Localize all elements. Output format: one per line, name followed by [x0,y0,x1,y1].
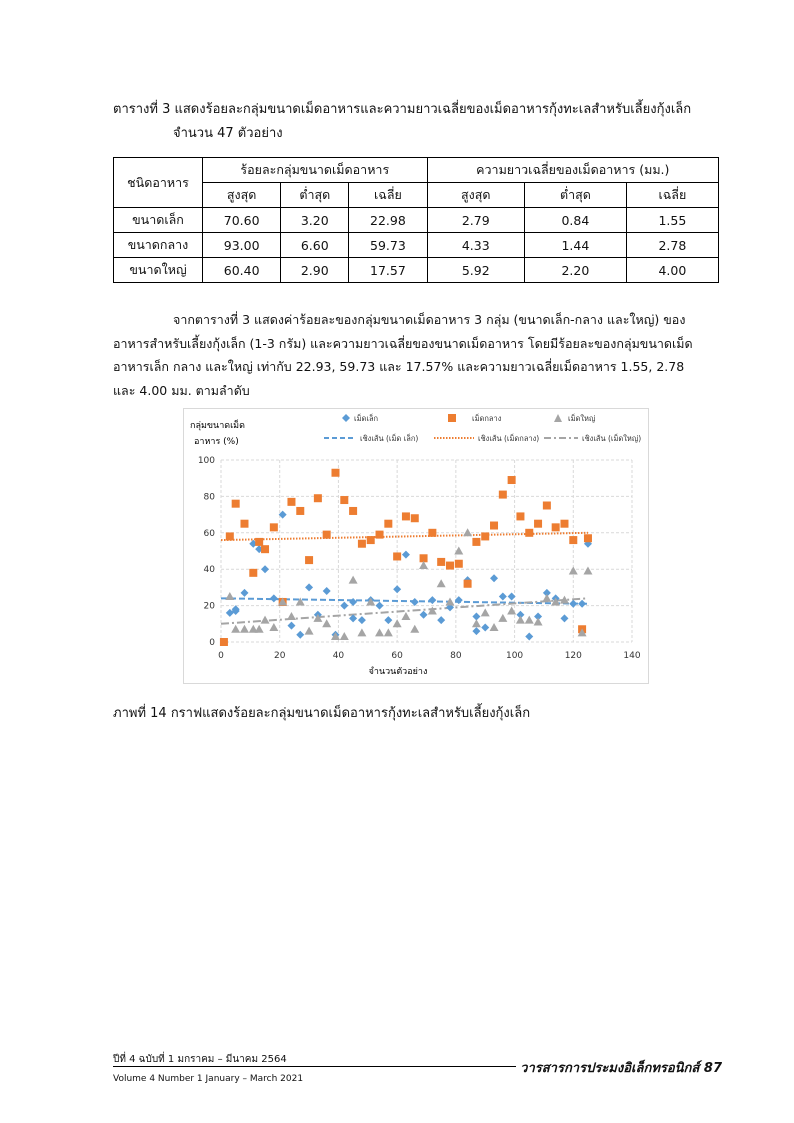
paragraph-line-text: จากตารางที่ 3 แสดงค่าร้อยละของกลุ่มขนาดเม็ดอาหาร 3 กลุ่ม (ขนาดเล็ก-กลาง และใหญ่) ของ [173,312,686,327]
chart-canvas [184,409,648,683]
subheader-mean: เฉลี่ย [626,183,718,208]
data-point-medium [358,540,366,548]
row-label: ขนาดใหญ่ [114,258,203,283]
y-tick-label: 80 [203,492,215,503]
table-cell: 5.92 [427,258,524,283]
table-cell: 17.57 [349,258,427,283]
table-cell: 59.73 [349,233,427,258]
data-point-medium [305,556,313,564]
data-point-medium [516,512,524,520]
data-point-medium [437,558,445,566]
data-point-small [472,627,480,635]
legend-marker-large [554,414,562,422]
subheader-mean: เฉลี่ย [349,183,427,208]
x-tick-label: 0 [218,651,224,661]
legend-label-small: เม็ดเล็ก [354,414,379,423]
data-point-medium [481,532,489,540]
data-point-large [269,623,278,631]
table-row-large [114,258,719,283]
data-point-small [340,602,348,610]
data-point-medium [508,476,516,484]
data-point-large [287,612,296,620]
y-axis-label-2: อาหาร (%) [194,437,239,447]
data-point-medium [446,562,454,570]
data-point-medium [296,507,304,515]
data-point-small [437,616,445,624]
table-cell: 4.00 [626,258,718,283]
data-point-medium [490,522,498,530]
paragraph-line [113,308,719,332]
paragraph-line: อาหารเล็ก กลาง และใหญ่ เท่ากับ 22.93, 59.73 และ 17.57% และความยาวเฉลี่ยเม็ดอาหาร 1.55, 2.78 [113,359,685,374]
table-cell: 2.20 [524,258,626,283]
table-row-medium [114,233,719,258]
data-point-small [578,600,586,608]
data-point-large [437,579,446,587]
data-point-medium [323,531,331,539]
x-tick-label: 60 [391,651,403,661]
data-point-large [349,576,358,584]
legend-trend-large: เชิงเส้น (เม็ดใหญ่) [582,434,642,443]
data-point-large [472,619,481,627]
chart-legend [324,413,641,443]
x-tick-label: 100 [505,651,524,661]
data-point-large [393,619,402,627]
data-point-large [525,616,534,624]
data-point-small [358,616,366,624]
data-point-medium [428,529,436,537]
table-subheader-row [114,183,719,208]
data-point-small [402,551,410,559]
data-point-large [305,627,314,635]
legend-marker-medium [448,414,456,422]
data-point-large [384,628,393,636]
data-point-small [305,583,313,591]
figure-caption: ภาพที่ 14 กราฟแสดงร้อยละกลุ่มขนาดเม็ดอาหารกุ้งทะเลสำหรับเลี้ยงกุ้งเล็ก [113,706,531,721]
x-tick-label: 120 [564,651,582,661]
table-cell: 4.33 [427,233,524,258]
data-point-small [411,598,419,606]
legend-label-large: เม็ดใหญ่ [568,414,596,423]
data-point-medium [249,569,257,577]
data-point-medium [411,514,419,522]
data-point-medium [314,494,322,502]
footer-issue-thai: ปีที่ 4 ฉบับที่ 1 มกราคม – มีนาคม 2564 [113,1054,287,1065]
data-point-large [490,623,499,631]
data-point-small [499,593,507,601]
data-point-medium [569,536,577,544]
x-tick-label: 80 [450,651,462,661]
table-cell: 2.79 [427,208,524,233]
data-point-large [542,594,551,602]
header-percent-group: ร้อยละกลุ่มขนาดเม็ดอาหาร [203,158,428,183]
data-point-small [393,585,401,593]
data-point-medium [560,520,568,528]
y-tick-label: 40 [203,565,215,576]
data-point-medium [402,512,410,520]
scatter-chart [183,408,649,684]
data-point-medium [270,523,278,531]
table-cell: 1.44 [524,233,626,258]
footer-issue-english: Volume 4 Number 1 January – March 2021 [113,1074,304,1084]
subheader-max: สูงสุด [203,183,281,208]
table-cell: 6.60 [281,233,349,258]
data-point-medium [367,536,375,544]
data-point-medium [331,469,339,477]
table-cell: 93.00 [203,233,281,258]
data-point-medium [287,498,295,506]
table-cell: 70.60 [203,208,281,233]
table-cell: 2.78 [626,233,718,258]
data-point-medium [255,538,263,546]
data-point-large [428,607,437,615]
data-point-small [323,587,331,595]
data-point-large [322,619,331,627]
data-point-medium [393,552,401,560]
data-point-small [261,565,269,573]
data-point-medium [240,520,248,528]
data-point-small [287,622,295,630]
paragraph-line: และ 4.00 มม. ตามลำดับ [113,382,250,398]
data-point-large [357,628,366,636]
data-point-large [340,632,349,640]
data-point-large [231,625,240,633]
data-point-small [490,574,498,582]
header-length-group: ความยาวเฉลี่ยของเม็ดอาหาร (มม.) [427,158,718,183]
data-point-large [225,592,234,600]
legend-trend-small: เชิงเส้น (เม็ด เล็ก) [360,434,419,443]
data-point-large [261,616,270,624]
body-paragraph [113,308,719,402]
legend-label-medium: เม็ดกลาง [472,414,502,423]
data-point-small [481,623,489,631]
data-point-medium [534,520,542,528]
data-point-medium [543,502,551,510]
table-caption-sample-count: จำนวน 47 ตัวอย่าง [173,126,283,141]
footer-journal [516,1057,722,1078]
data-point-large [463,528,472,536]
data-point-medium [349,507,357,515]
data-point-small [296,631,304,639]
data-point-large [240,625,249,633]
table-cell: 22.98 [349,208,427,233]
data-point-small [376,602,384,610]
data-point-large [410,625,419,633]
table-cell: 60.40 [203,258,281,283]
data-point-small [384,616,392,624]
subheader-max: สูงสุด [427,183,524,208]
table-header-row [114,158,719,183]
data-point-large [534,617,543,625]
y-tick-label: 20 [203,601,215,612]
data-point-small [508,593,516,601]
data-point-large [498,614,507,622]
data-point-large [255,625,264,633]
table-cell: 3.20 [281,208,349,233]
table-caption: ตารางที่ 3 แสดงร้อยละกลุ่มขนาดเม็ดอาหารและความยาวเฉลี่ยของเม็ดอาหารกุ้งทะเลสำหรับเลี้ยงกุ้งเล็ก [113,102,692,117]
row-label: ขนาดกลาง [114,233,203,258]
x-tick-label: 140 [623,651,641,661]
legend-trend-medium: เชิงเส้น (เม็ดกลาง) [478,434,540,443]
table-cell: 2.90 [281,258,349,283]
x-tick-label: 20 [273,651,286,661]
x-axis-label: จำนวนตัวอย่าง [368,667,428,677]
data-point-medium [261,545,269,553]
data-point-small [270,594,278,602]
data-point-medium [584,534,592,542]
data-point-medium [226,532,234,540]
data-point-large [583,567,592,575]
data-point-medium [455,560,463,568]
feed-size-table [113,157,719,283]
legend-marker-small [342,414,350,422]
data-point-medium [525,529,533,537]
data-point-large [569,567,578,575]
x-tick-label: 40 [332,651,345,661]
data-point-small [525,633,533,641]
data-point-small [569,600,577,608]
data-point-medium [472,538,480,546]
y-tick-label: 100 [197,456,215,466]
data-point-medium [220,638,228,646]
data-point-large [401,612,410,620]
table-row-small [114,208,719,233]
data-point-medium [340,496,348,504]
data-point-small [560,614,568,622]
data-point-small [428,596,436,604]
data-point-medium [376,531,384,539]
row-header-feed-type: ชนิดอาหาร [114,158,203,208]
data-point-small [349,598,357,606]
data-point-small [240,589,248,597]
data-point-large [375,628,384,636]
subheader-min: ต่ำสุด [524,183,626,208]
page-number: 87 [703,1061,722,1076]
journal-name: วารสารการประมงอิเล็กทรอนิกส์ [520,1061,700,1076]
y-tick-label: 60 [203,528,215,539]
data-point-medium [499,491,507,499]
subheader-min: ต่ำสุด [281,183,349,208]
data-point-medium [384,520,392,528]
y-tick-label: 0 [209,638,215,648]
data-point-medium [232,500,240,508]
data-point-medium [464,580,472,588]
data-point-small [420,611,428,619]
data-point-large [481,608,490,616]
row-label: ขนาดเล็ก [114,208,203,233]
paragraph-line: อาหารสำหรับเลี้ยงกุ้งเล็ก (1-3 กรัม) และความยาวเฉลี่ยของขนาดเม็ดอาหาร โดยมีร้อยละของกลุ่มขนาดเม็ด [113,335,693,351]
data-point-large [516,616,525,624]
y-axis-label-1: กลุ่มขนาดเม็ด [190,421,245,431]
table-cell: 1.55 [626,208,718,233]
data-point-medium [552,523,560,531]
table-cell: 0.84 [524,208,626,233]
